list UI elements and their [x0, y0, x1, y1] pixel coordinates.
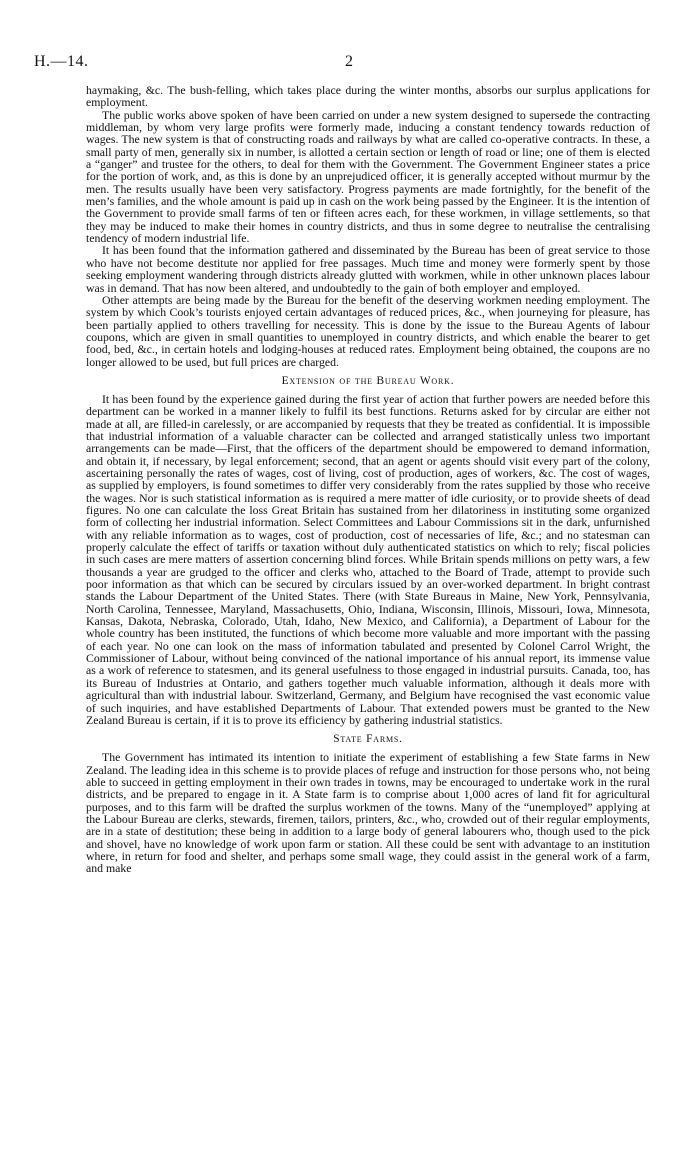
paragraph-public-works: The public works above spoken of have been carried on under a new system designed to supersede the contracting middleman, by whom very large profits were formerly made, inducing a constant tendency towards reduction of wages. The new system is that of constructing roads and railways by what are called co-operative contracts. In these, a small party of men, generally six in number, is allotted a certain section or length of road or line; one of them is elected a “ganger” and trustee for the others, to deal for them with the Government. The Government Engineer states a price for the portion of work, and, as this is done by an unprejudiced officer, it is generally accepted without murmur by the men. The results usually have been very satisfactory. Progress payments are made fortnightly, for the benefit of the men’s families, and the whole amount is paid up in cash on the work being passed by the Engineer. It is the intention of the Government to provide small farms of ten or fifteen acres each, for these workmen, in village settlements, so that they may be induced to make their homes in country districts, and thus in some degree to neutralise the centralising tendency of modern industrial life.: [86, 107, 650, 246]
paragraph-labour-coupons: Other attempts are being made by the Bureau for the benefit of the deserving workmen needing employment. The system by which Cook’s tourists enjoyed certain advantages of reduced prices, &c., when journeying for pleasure, has been partially applied to others travelling for necessity. This is done by the issue to the Bureau Agents of labour coupons, which are given in small quantities to unemployed in country districts, and which enable the bearer to get food, bed, &c., in certain hotels and lodging-houses at reduced rates. Employment being obtained, the coupons are no longer allowed to be used, but full prices are charged.: [86, 292, 650, 369]
paragraph-state-farms: The Government has intimated its intention to initiate the experiment of establishing a few State farms in New Zealand. The leading idea in this scheme is to provide places of refuge and instruction for those persons who, not being able to succeed in getting employment in their own trades in towns, may be encouraged to undertake work in the rural districts, and be prepared to engage in it. A State farm is to comprise about 1,000 acres of land fit for agricultural purposes, and to this farm will be drafted the surplus workmen of the towns. Many of the “unemployed” applying at the Labour Bureau are clerks, stewards, firemen, tailors, printers, &c., who, crowded out of their regular employments, are in a state of destitution; these being in addition to a large body of general labourers who, though used to the pick and shovel, have no knowledge of work upon farm or station. All these could be sent with advantage to an institution where, in return for food and shelter, and perhaps some small wage, they could assist in the general work of a farm, and make: [86, 750, 650, 876]
paragraph-extension: It has been found by the experience gained during the first year of action that further powers are needed before this department can be worked in a manner likely to fulfil its best functions. Returns asked for by circular are either not made at all, are filled-in carelessly, or are accompanied by requests that they be treated as confidential. It is impossible that industrial information of a valuable character can be collected and arranged statistically unless two important arrangements can be made—First, that the officers of the department should be empowered to demand information, and obtain it, if necessary, by legal enforcement; second, that an agent or agents should visit every part of the colony, ascertaining personally the rates of wages, cost of living, cost of production, ages of workers, &c. The cost of wages, as supplied by employers, is found sometimes to differ very considerably from the rates supplied by those who receive the wages. Nor is such statistical information as is required a mere matter of idle curiosity, or to provide sheets of dead figures. No one can calculate the loss Great Britain has sustained from her dilatoriness in instituting some organized form of collecting her industrial information. Select Committees and Labour Commissions sit in the dark, unfurnished with any reliable information as to wages, cost of production, cost of necessaries of life, &c.; and no statesman can properly calculate the effect of tariffs or taxation without duly authenticated statistics on which to rely; fiscal policies in such cases are mere matters of assertion concerning blind forces. While Britain spends millions on petty wars, a few thousands a year are grudged to the officer and clerks who, attached to the Board of Trade, attempt to provide such poor information as that which can be secured by circulars issued by an over-worked department. In bright contrast stands the Labour Department of the United States. There (with State Bureaus in Maine, New York, Pennsylvania, North Carolina, Tennessee, Maryland, Massachusetts, Ohio, Indiana, Wisconsin, Illinois, Missouri, Iowa, Minnesota, Kansas, Dakota, Nebraska, Colorado, Utah, Idaho, New Mexico, and California), a Department of Labour for the whole country has been instituted, the functions of which become more valuable and more important with the passing of each year. No one can look on the mass of information tabulated and presented by Colonel Carrol Wright, the Commissioner of Labour, without being convinced of the national importance of his annual report, its immense value as a work of reference to statesmen, and its general usefulness to those engaged in industrial pursuits. Canada, too, has its Bureau of Industries at Ontario, and gathers together much valuable information, although it deals more with agricultural than with industrial labour. Switzerland, Germany, and Belgium have recognised the vast economic value of such inquiries, and have established Departments of Labour. That extended powers must be granted to the New Zealand Bureau is certain, if it is to prove its efficiency by gathering industrial statistics.: [86, 391, 650, 727]
page-reference: H.—14.: [34, 53, 89, 70]
section-heading-state-farms: State Farms.: [333, 733, 403, 746]
section-heading-extension: Extension of the Bureau Work.: [281, 374, 455, 387]
page-number: 2: [345, 53, 353, 70]
paragraph-information-service: It has been found that the information gathered and disseminated by the Bureau has been of great service to those who have not become destitute nor applied for free passages. Much time and money were formerly spent by those seeking employment wandering through districts already glutted with workmen, while in other unknown places labour was in demand. That has now been altered, and undoubtedly to the gain of both employer and employed.: [86, 243, 650, 295]
body-text: [86, 84, 650, 875]
paragraph-continuation: haymaking, &c. The bush-felling, which takes place during the winter months, absorbs our surplus applications for employment.: [86, 83, 650, 110]
